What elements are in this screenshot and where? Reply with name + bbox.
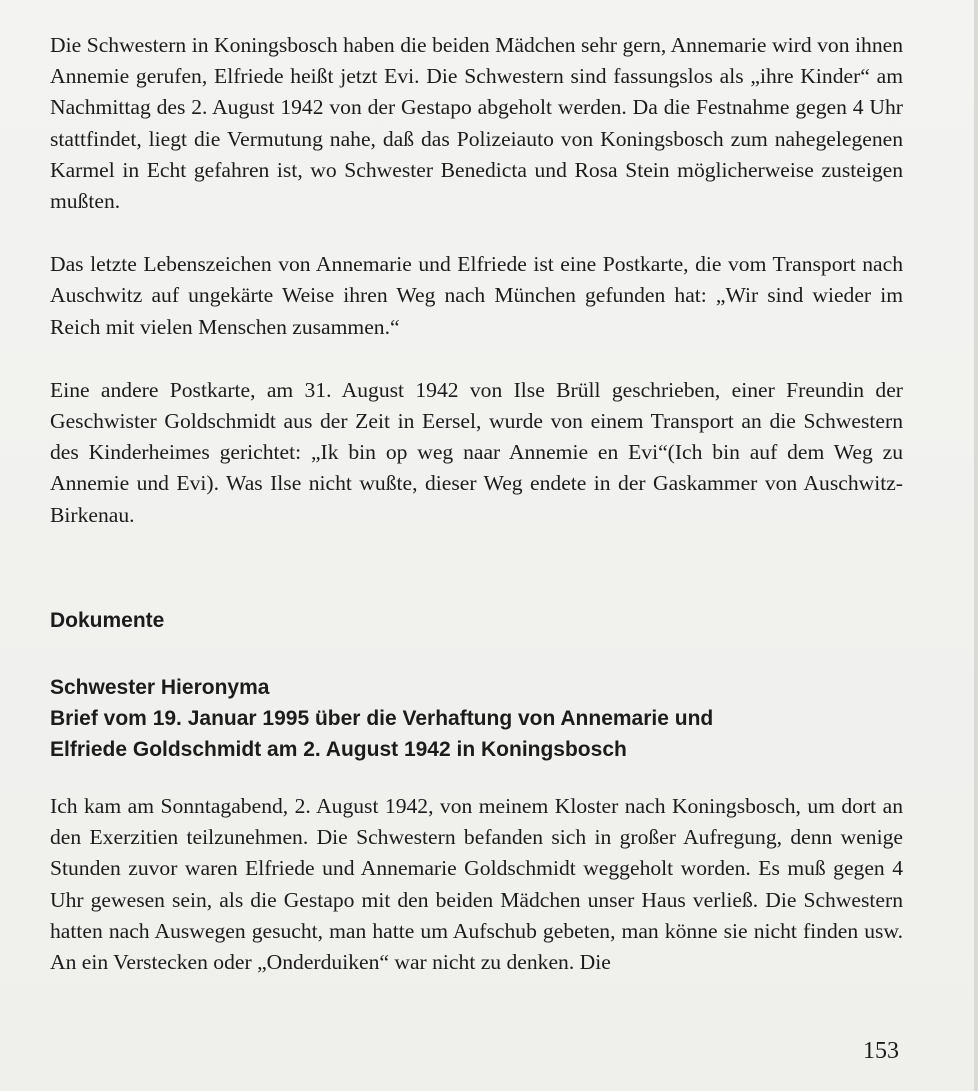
paragraph-ilse-bruell-postcard: Eine andere Postkarte, am 31. August 1942 von Ilse Brüll geschrieben, einer Freundin der Geschwister Goldschmidt aus der Zeit in Eersel, wurde von einem Transport an die Schwestern des Kinderheimes gerichtet: „Ik bin op weg naar Annemie en Evi“(Ich bin auf dem Weg zu Annemie und Evi). Was Ilse nicht wußte, dieser Weg endete in der Gaskammer von Auschwitz-Birkenau. bbox=[50, 377, 903, 527]
document-title-line-1: Brief vom 19. Januar 1995 über die Verhaftung von Annemarie und bbox=[50, 707, 714, 730]
page-edge bbox=[974, 0, 978, 1091]
paragraph-koningsbosch: Die Schwestern in Koningsbosch haben die beiden Mädchen sehr gern, Annemarie wird von ihnen Annemie gerufen, Elfriede heißt jetzt Evi. Die Schwestern sind fassungslos als „ihre Kinder“ am Nachmittag des 2. August 1942 von der Gestapo abgeholt werden. Da die Festnahme gegen 4 Uhr stattfindet, liegt die Vermutung nahe, daß das Polizeiauto von Koningsbosch zum nahegelegenen Karmel in Echt gefahren ist, wo Schwester Benedicta und Rosa Stein möglicherweise zusteigen mußten. bbox=[50, 33, 903, 214]
document-author: Schwester Hieronyma bbox=[50, 676, 270, 699]
paragraph-last-sign-of-life: Das letzte Lebenszeichen von Annemarie und Elfriede ist eine Postkarte, die vom Transport nach Auschwitz auf ungekärte Weise ihren Weg nach München gefunden hat: „Wir sind wieder im Reich mit vielen Menschen zusammen.“ bbox=[50, 252, 903, 339]
body-text-flow bbox=[50, 30, 903, 531]
document-title-line-2: Elfriede Goldschmidt am 2. August 1942 in Koningsbosch bbox=[50, 738, 627, 761]
page-number: 153 bbox=[863, 1038, 899, 1064]
document-heading bbox=[50, 672, 903, 765]
paragraph-letter-text: Ich kam am Sonntagabend, 2. August 1942, von meinem Kloster nach Koningsbosch, um dort an den Exerzitien teilzunehmen. Die Schwestern befanden sich in großer Aufregung, denn wenige Stunden zuvor waren Elfriede und Annemarie Goldschmidt weggeholt worden. Es muß gegen 4 Uhr gewesen sein, als die Gestapo mit den beiden Mädchen unser Haus verließ. Die Schwestern hatten nach Auswegen gesucht, man hatte um Aufschub gebeten, man könne sie nicht finden usw. An ein Verstecken oder „Onderduiken“ war nicht zu denken. Die bbox=[50, 794, 903, 975]
section-title: Dokumente bbox=[50, 609, 165, 632]
